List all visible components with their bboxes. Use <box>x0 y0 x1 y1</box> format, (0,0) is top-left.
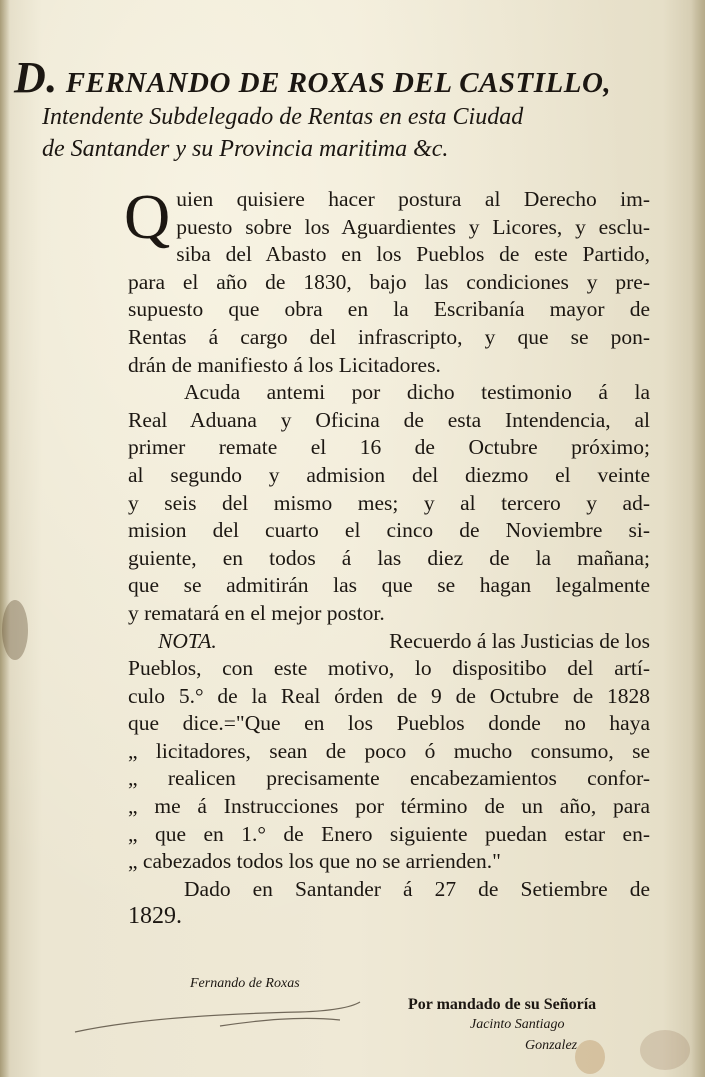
body-line: guiente, en todos á las diez de la mañana; <box>128 545 650 570</box>
quoted-line: „ licitadores, sean de poco ó mucho consumo, se <box>128 738 650 763</box>
quoted-line: „ me á Instrucciones por término de un año, para <box>128 794 650 819</box>
header-office-line: Intendente Subdelegado de Rentas en esta Ciudad <box>42 104 524 130</box>
header-province-line: de Santander y su Provincia maritima &c. <box>42 136 449 162</box>
page-edge-left <box>0 0 10 1077</box>
by-order-line: Por mandado de su Señoría <box>408 996 597 1013</box>
nota-line <box>128 628 650 656</box>
body-line: Rentas á cargo del infrascripto, y que se pon- <box>128 324 650 349</box>
year-line: 1829. <box>128 903 182 930</box>
body-line: culo 5.° de la Real órden de 9 de Octubre de 1828 <box>128 683 650 708</box>
body-line: primer remate el 16 de Octubre próximo; <box>128 435 650 460</box>
body-line: y rematará en el mejor postor. <box>128 600 385 625</box>
quoted-line: „ cabezados todos los que no se arrienden." <box>128 849 501 874</box>
body-line: que se admitirán las que se hagan legalmente <box>128 573 650 598</box>
page-edge-right <box>691 0 705 1077</box>
body-line: Recuerdo á las Justicias de los <box>389 628 650 653</box>
body-line: que dice.="Que en los Pueblos donde no haya <box>128 711 650 736</box>
body-line: drán de manifiesto á los Licitadores. <box>128 352 441 377</box>
body-line: Pueblos, con este motivo, lo dispositibo del artí- <box>128 656 650 681</box>
secretary-name: Jacinto Santiago <box>470 1017 565 1032</box>
quoted-line: „ que en 1.° de Enero siguiente puedan estar en- <box>128 821 650 846</box>
body-line: supuesto que obra en la Escribanía mayor de <box>128 297 650 322</box>
header-title <box>14 53 664 102</box>
drop-cap: Q <box>124 181 171 252</box>
body-line: uien quisiere hacer postura al Derecho im- <box>176 187 650 211</box>
document-body <box>124 181 650 931</box>
header-initial: D. <box>14 53 58 102</box>
paper-stain <box>640 1030 690 1070</box>
header-name: FERNANDO DE ROXAS DEL CASTILLO, <box>65 67 612 99</box>
body-line: para el año de 1830, bajo las condiciones y pre- <box>128 269 650 294</box>
signature-flourish <box>70 990 370 1040</box>
body-line: Real Aduana y Oficina de esta Intendencia, al <box>128 407 650 432</box>
nota-label: NOTA. <box>158 628 217 653</box>
date-line: Dado en Santander á 27 de Setiembre de <box>184 876 650 901</box>
body-line: puesto sobre los Aguardientes y Licores, y esclu- <box>176 214 650 239</box>
body-line: al segundo y admision del diezmo el veinte <box>128 462 650 487</box>
signer-name: Fernando de Roxas <box>190 976 300 991</box>
body-line: Acuda antemi por dicho testimonio á la <box>184 380 650 405</box>
secretary-surname: Gonzalez <box>525 1038 578 1053</box>
body-line: mision del cuarto el cinco de Noviembre si- <box>128 518 650 543</box>
paper-stain <box>2 600 28 660</box>
body-line: y seis del mismo mes; y al tercero y ad- <box>128 490 650 515</box>
quoted-line: „ realicen precisamente encabezamientos confor- <box>128 766 650 791</box>
paper-stain <box>575 1040 605 1074</box>
document-header <box>14 53 664 165</box>
body-line: siba del Abasto en los Pueblos de este Partido, <box>176 242 650 267</box>
